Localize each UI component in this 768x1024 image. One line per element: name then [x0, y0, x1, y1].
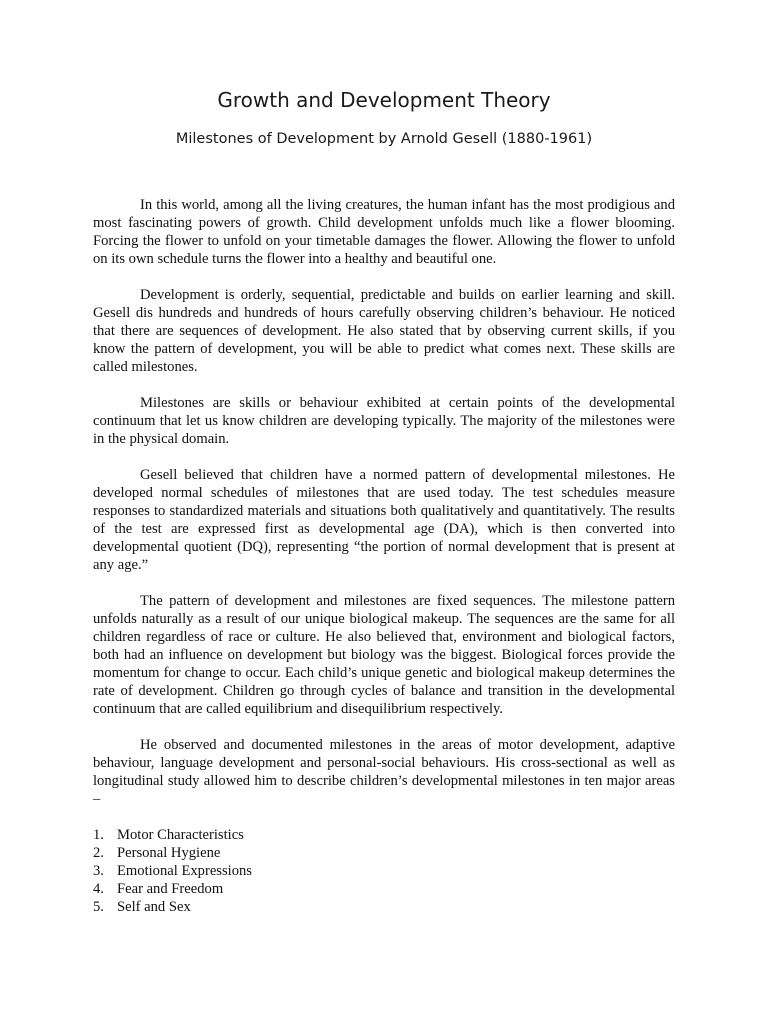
- paragraph-development: Development is orderly, sequential, predictable and builds on earlier learning and skill. Gesell dis hundreds and hundreds of hours carefully observing children’s behaviour. He noticed that there are sequences of development. He also stated that by observing current skills, if you know the pattern of development, you will be able to predict what comes next. These skills are called milestones.: [93, 287, 675, 375]
- list-item-number: 3.: [93, 863, 104, 879]
- list-item-text: Emotional Expressions: [117, 863, 252, 879]
- list-item: [93, 880, 675, 898]
- paragraph-milestones: Milestones are skills or behaviour exhibited at certain points of the developmental continuum that let us know children are developing typically. The majority of the milestones were in the physical domain.: [93, 395, 675, 447]
- list-item-text: Fear and Freedom: [117, 881, 224, 897]
- document-title: Growth and Development Theory: [217, 88, 551, 112]
- list-item-text: Self and Sex: [117, 899, 191, 915]
- list-item: [93, 898, 675, 916]
- milestone-areas-list: [93, 826, 675, 916]
- document-subtitle: Milestones of Development by Arnold Gesell (1880-1961): [175, 131, 593, 147]
- list-item: [93, 826, 675, 844]
- paragraph-intro: In this world, among all the living creatures, the human infant has the most prodigious and most fascinating powers of growth. Child development unfolds much like a flower blooming. Forcing the flower to unfold on your timetable damages the flower. Allowing the flower to unfold on its own schedule turns the flower into a healthy and beautiful one.: [93, 197, 675, 267]
- paragraph-pattern: The pattern of development and milestones are fixed sequences. The milestone pattern unfolds naturally as a result of our unique biological makeup. The sequences are the same for all children regardless of race or culture. He also believed that, environment and biological factors, both had an influence on development but biology was the biggest. Biological forces provide the momentum for change to occur. Each child’s unique genetic and biological makeup determines the rate of development. Children go through cycles of balance and transition in the developmental continuum that are called equilibrium and disequilibrium respectively.: [93, 593, 675, 717]
- list-item-number: 2.: [93, 845, 104, 861]
- paragraph-observed: He observed and documented milestones in the areas of motor development, adaptive behaviour, language development and personal-social behaviours. His cross-sectional as well as longitudinal study allowed him to describe children’s developmental milestones in ten major areas –: [93, 737, 675, 807]
- paragraph-gesell-beliefs: Gesell believed that children have a normed pattern of developmental milestones. He developed normal schedules of milestones that are used today. The test schedules measure responses to standardized materials and situations both qualitatively and quantitatively. The results of the test are expressed first as developmental age (DA), which is then converted into developmental quotient (DQ), representing “the portion of normal development that is present at any age.”: [93, 467, 675, 573]
- list-item-number: 1.: [93, 827, 104, 843]
- list-item: [93, 862, 675, 880]
- list-item: [93, 844, 675, 862]
- list-item-number: 4.: [93, 881, 104, 897]
- list-item-text: Personal Hygiene: [117, 845, 221, 861]
- document-body: [93, 196, 675, 916]
- list-item-number: 5.: [93, 899, 104, 915]
- list-item-text: Motor Characteristics: [117, 827, 244, 843]
